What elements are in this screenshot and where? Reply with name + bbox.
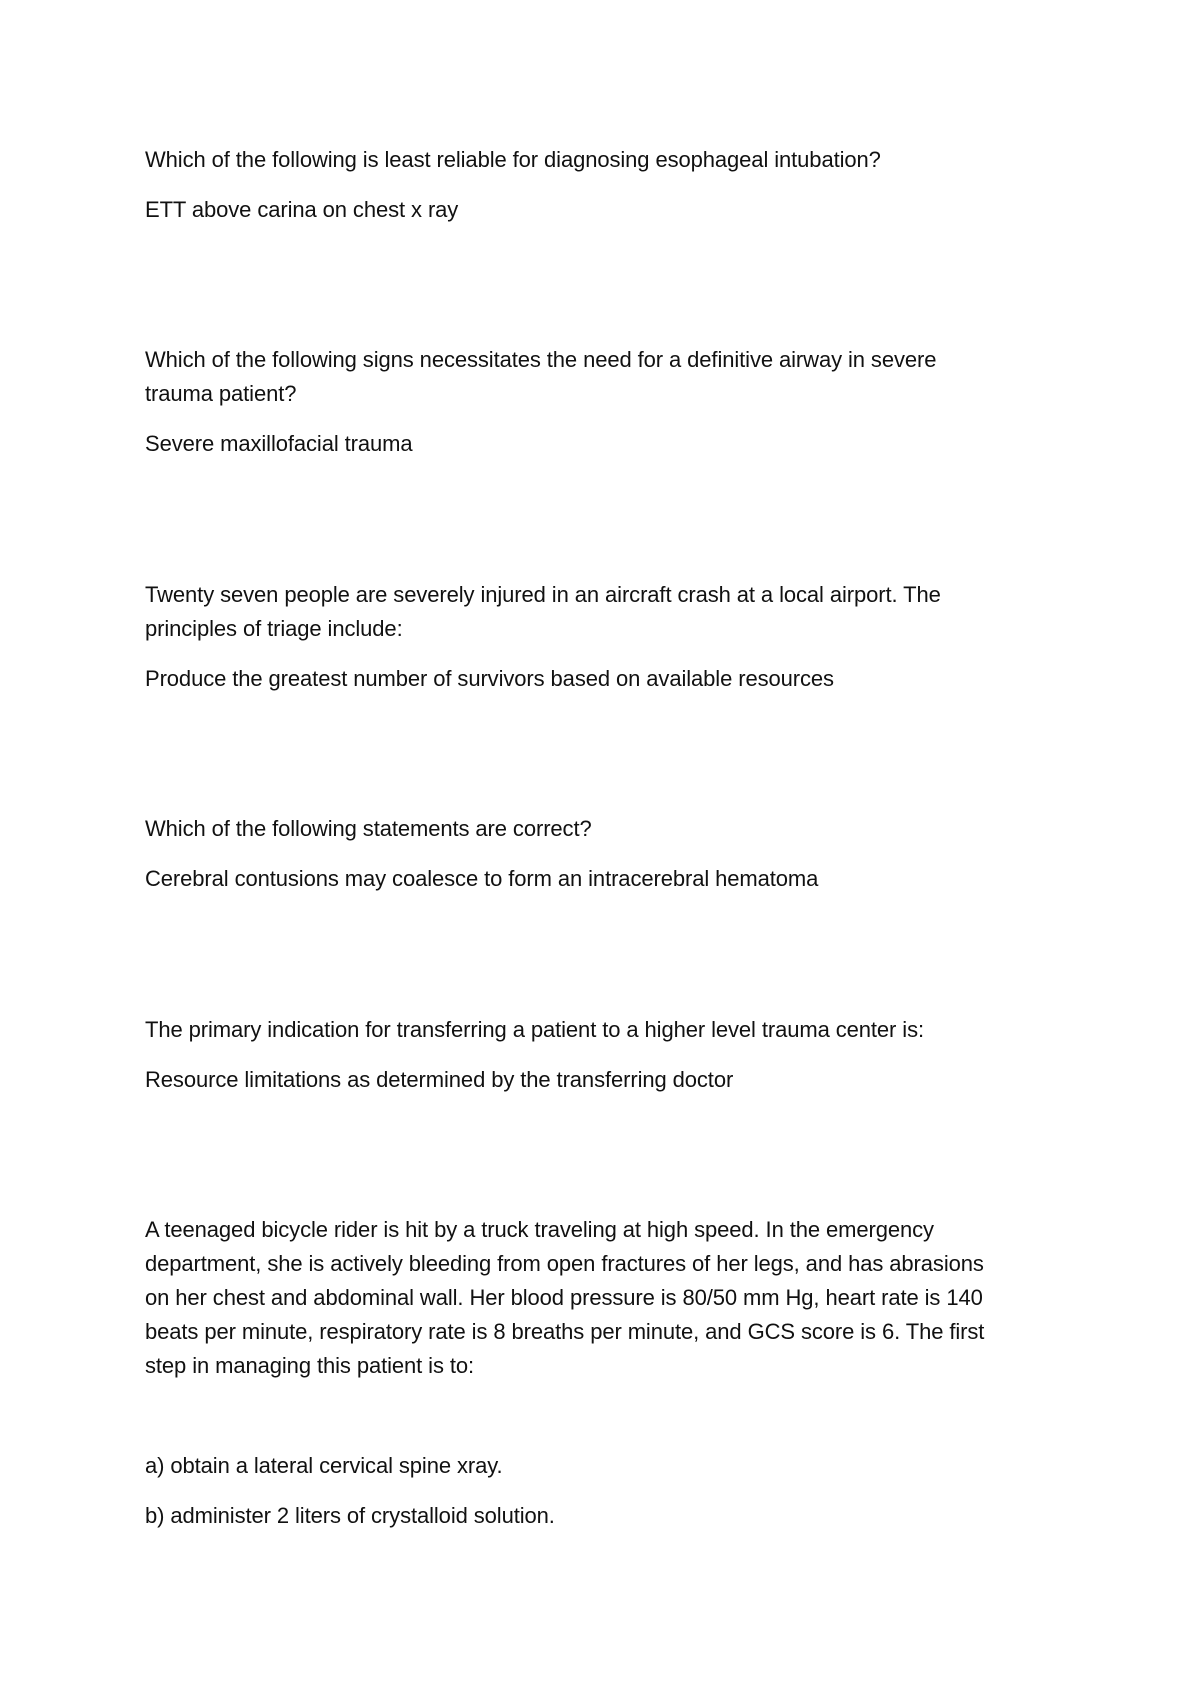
answer-5: Resource limitations as determined by the transferring doctor — [145, 1067, 734, 1092]
answer-4: Cerebral contusions may coalesce to form an intracerebral hematoma — [145, 866, 819, 891]
question-6-line-3: on her chest and abdominal wall. Her blood pressure is 80/50 mm Hg, heart rate is 140 — [145, 1285, 983, 1310]
option-b: b) administer 2 liters of crystalloid solution. — [145, 1503, 555, 1528]
answer-2: Severe maxillofacial trauma — [145, 431, 413, 456]
question-6-line-4: beats per minute, respiratory rate is 8 breaths per minute, and GCS score is 6. The first — [145, 1319, 985, 1344]
question-6-line-1: A teenaged bicycle rider is hit by a truck traveling at high speed. In the emergency — [145, 1217, 934, 1242]
question-3-line-2: principles of triage include: — [145, 616, 403, 641]
question-2-line-2: trauma patient? — [145, 381, 297, 406]
answer-3: Produce the greatest number of survivors based on available resources — [145, 666, 834, 691]
question-2-line-1: Which of the following signs necessitates the need for a definitive airway in severe — [145, 347, 937, 372]
question-5-line-1: The primary indication for transferring a patient to a higher level trauma center is: — [145, 1017, 924, 1042]
option-a: a) obtain a lateral cervical spine xray. — [145, 1453, 503, 1478]
question-3-line-1: Twenty seven people are severely injured in an aircraft crash at a local airport. The — [145, 582, 941, 607]
question-6-line-5: step in managing this patient is to: — [145, 1353, 475, 1378]
question-6-line-2: department, she is actively bleeding from open fractures of her legs, and has abrasions — [145, 1251, 984, 1276]
answer-1: ETT above carina on chest x ray — [145, 197, 459, 222]
question-4-line-1: Which of the following statements are correct? — [145, 816, 592, 841]
question-1-line-1: Which of the following is least reliable for diagnosing esophageal intubation? — [145, 147, 881, 172]
